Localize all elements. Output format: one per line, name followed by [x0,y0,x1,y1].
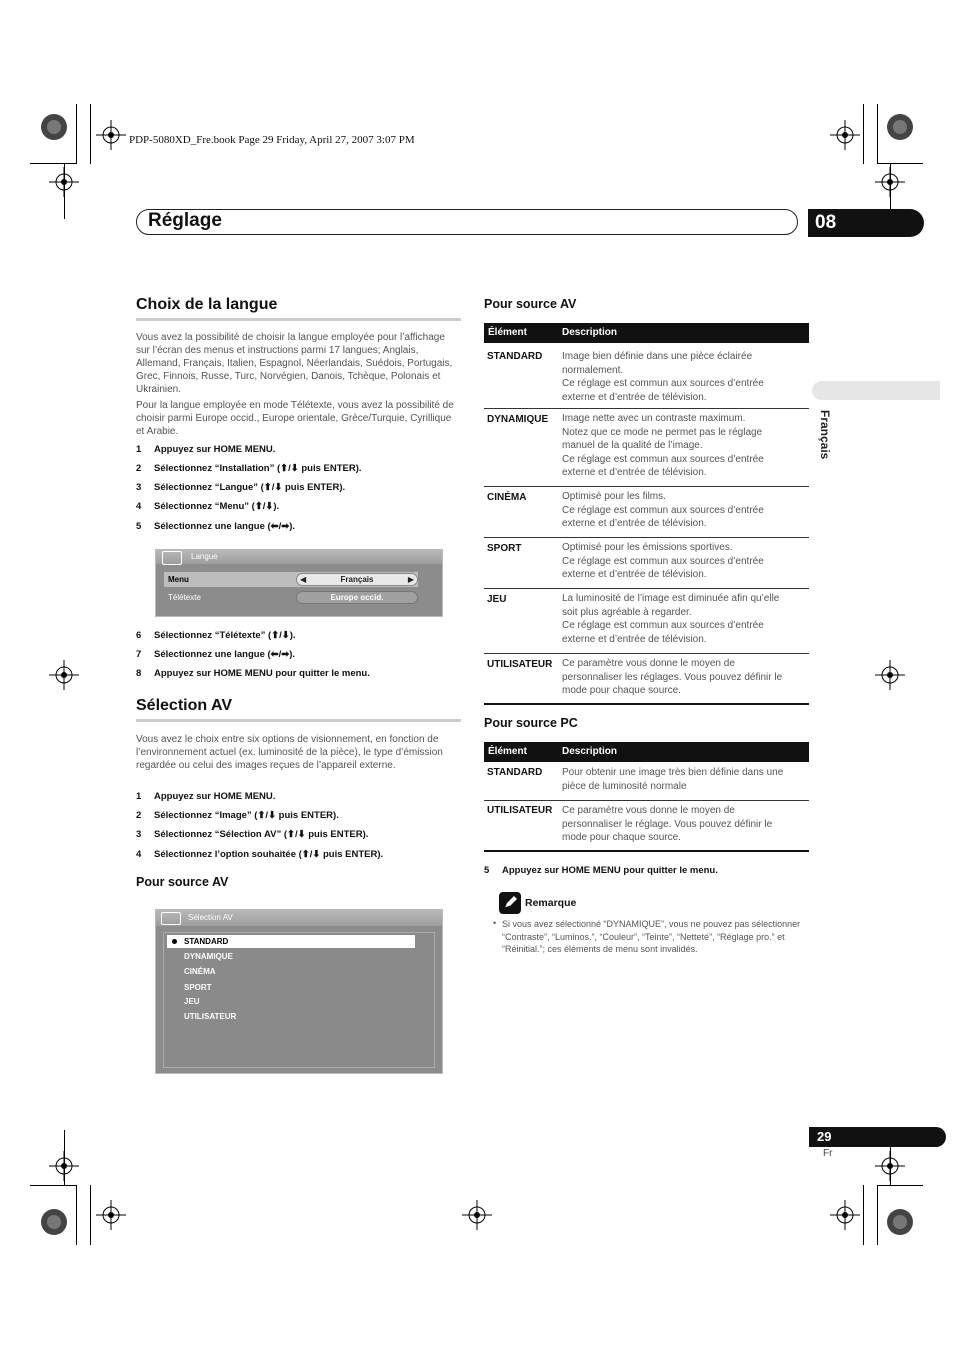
crop-mark [76,1185,77,1245]
desc-line: Pour obtenir une image très bien définie dans une [562,767,784,778]
chapter-badge: 08 [808,209,924,237]
osd-list-item[interactable]: CINÉMA [184,967,216,976]
crosshair-mark-icon [49,167,79,197]
osd-value-pill[interactable] [296,591,418,604]
osd-title: Sélection AV [188,913,233,922]
section-title-langue: Choix de la langue [136,296,278,313]
crop-mark [30,163,76,164]
row-key: CINÉMA [487,492,527,503]
osd-row-teletexte[interactable] [164,590,418,605]
step-number: 2 [136,810,142,821]
desc-line: externe et d’entrée de télévision. [562,391,707,403]
row-description [562,766,805,793]
column-header: Description [562,746,618,757]
crop-mark [877,104,878,164]
osd-row-menu[interactable] [164,572,418,587]
page-title: Réglage [148,210,222,231]
table-row [484,487,809,538]
osd-value: Europe occid. [330,593,384,602]
osd-selection-av-screen [155,909,443,1074]
desc-line: mode pour chaque source. [562,685,681,696]
note-pencil-icon [499,892,521,914]
row-description [562,412,805,480]
table-header [484,323,809,343]
table-end-rule [484,703,809,705]
desc-line: La luminosité de l’image est diminuée afin qu’elle [562,593,780,604]
row-description [562,804,805,845]
desc-line: externe et d’entrée de télévision. [562,633,707,645]
row-description [562,490,805,531]
tv-icon [162,551,182,565]
desc-line: Ce réglage est commun aux sources d’entrée [562,378,764,389]
av-settings-table [484,323,809,707]
arrow-left-icon[interactable]: ◀ [300,575,307,584]
step-text: Appuyez sur HOME MENU pour quitter le menu. [154,668,370,679]
note-title: Remarque [525,897,577,909]
desc-line: Ce paramètre vous donne le moyen de [562,805,735,816]
step-text: Sélectionnez “Télétexte” (⬆/⬇). [154,630,296,641]
osd-list-item[interactable]: SPORT [184,983,212,992]
step-text: Sélectionnez l’option souhaitée (⬆/⬇ puis ENTER). [154,849,384,860]
desc-line: Optimisé pour les émissions sportives. [562,542,733,553]
step-number: 1 [136,444,142,455]
desc-line: manuel de la qualité de l’image. [562,440,703,451]
side-tab [812,381,940,400]
registration-mark-icon [40,113,68,141]
desc-line: Ce réglage est commun aux sources d’entrée [562,453,764,465]
column-header: Élément [488,327,527,338]
desc-line: mode pour chaque source. [562,832,681,843]
step-number: 2 [136,463,142,474]
osd-list-label: STANDARD [184,937,229,946]
crosshair-mark-icon [49,1151,79,1181]
table-row [484,589,809,654]
table-row [484,801,809,851]
step-text: Appuyez sur HOME MENU. [154,791,276,802]
crop-mark [90,1185,91,1245]
osd-list-item[interactable]: JEU [184,997,200,1006]
row-key: STANDARD [487,767,543,778]
desc-line: Ce paramètre vous donne le moyen de [562,658,735,669]
step-number: 6 [136,630,142,641]
step-number: 4 [136,849,142,860]
desc-line: pièce de luminosité normale [562,780,687,792]
crop-mark [863,104,864,164]
step-text: Appuyez sur HOME MENU pour quitter le menu. [502,865,718,876]
arrow-right-icon[interactable]: ▶ [407,575,414,584]
row-description [562,657,805,698]
row-key: UTILISATEUR [487,805,553,816]
table-row [484,762,809,801]
table-end-rule [484,850,809,852]
subtitle-av-table: Pour source AV [484,297,577,311]
osd-list-item[interactable]: DYNAMIQUE [184,952,233,961]
registration-mark-icon [40,1208,68,1236]
desc-line: Ce réglage est commun aux sources d’entrée [562,620,764,631]
crosshair-mark-icon [830,120,860,150]
osd-row-label: Télétexte [168,593,201,602]
file-info: PDP-5080XD_Fre.book Page 29 Friday, April 27, 2007 3:07 PM [129,134,415,146]
desc-line: Ce réglage est commun aux sources d’entrée [562,504,764,516]
crop-mark [863,1185,864,1245]
step-number: 8 [136,668,142,679]
crosshair-mark-icon [96,1200,126,1230]
desc-line: Image bien définie dans une pièce éclairée [562,351,753,362]
row-description [562,592,805,646]
crop-mark [877,1185,923,1186]
table-row [484,654,809,704]
crosshair-mark-icon [49,660,79,690]
step-text: Sélectionnez “Sélection AV” (⬆/⬇ puis ENTER). [154,829,369,840]
step-text: Sélectionnez “Image” (⬆/⬇ puis ENTER). [154,810,339,821]
osd-list-item[interactable]: UTILISATEUR [184,1012,237,1021]
side-tab-language: Français [818,410,832,460]
column-header: Description [562,327,618,338]
note-text: Si vous avez sélectionné “DYNAMIQUE”, vous ne pouvez pas sélectionner “Contraste”, “Luminos.”, “Couleur”, “Teinte”, “Netteté”, “Réglage pro.” et “Réinitial.”; ces éléments de menu sont invalidés. [502,919,801,954]
header-bar [136,209,798,235]
step-number: 5 [136,521,142,532]
osd-list [163,932,435,1068]
section-rule [136,318,461,321]
osd-value: Français [340,575,374,584]
step-text: Sélectionnez une langue (⬅/➡). [154,649,296,660]
desc-line: Image nette avec un contraste maximum. [562,413,746,424]
desc-line: externe et d’entrée de télévision. [562,467,707,478]
table-row [484,538,809,589]
row-key: SPORT [487,543,522,554]
section-rule [136,719,461,722]
crosshair-mark-icon [875,167,905,197]
crop-mark [877,163,923,164]
osd-header [156,910,442,926]
step-number: 1 [136,791,142,802]
paragraph: Vous avez la possibilité de choisir la langue employée pour l’affichage sur l’écran des menus et instructions parmi 17 langues; Anglais, Allemand, Français, Italien, Espagnol, Néerlandais, Suédois, Portugais, Grec, Finnois, Russe, Turc, Norvégien, Danois, Tchèque, Polonais et Ukrainien. [136,332,453,395]
page-number: 29 [809,1127,946,1147]
crop-mark [30,1185,76,1186]
crop-mark [877,1185,878,1245]
desc-line: externe et d’entrée de télévision. [562,569,707,580]
desc-line: personnaliser les réglages. Vous pouvez définir le [562,671,783,683]
step-number: 5 [484,865,490,876]
step-text: Sélectionnez “Langue” (⬆/⬇ puis ENTER). [154,482,346,493]
osd-title: Langue [191,552,218,561]
desc-line: externe et d’entrée de télévision. [562,518,707,529]
crosshair-mark-icon [462,1200,492,1230]
page-language: Fr [823,1148,833,1159]
osd-list-item-selected[interactable] [167,935,415,948]
registration-mark-icon [886,1208,914,1236]
step-text: Sélectionnez une langue (⬅/➡). [154,521,296,532]
row-key: STANDARD [487,351,543,362]
crosshair-mark-icon [875,660,905,690]
step-number: 3 [136,482,142,493]
row-description [562,350,805,404]
row-key: UTILISATEUR [487,659,553,670]
desc-line: Notez que ce mode ne permet pas le réglage [562,426,763,438]
crosshair-mark-icon [875,1151,905,1181]
step-text: Sélectionnez “Installation” (⬆/⬇ puis ENTER). [154,463,362,474]
selected-dot-icon [172,939,177,944]
table-row [484,343,809,409]
tv-icon [161,912,181,925]
note-bullet: • [493,918,497,928]
step-text: Appuyez sur HOME MENU. [154,444,276,455]
paragraph: Pour la langue employée en mode Télétexte, vous avez la possibilité de choisir parmi Europe occid., Europe orientale, Grèce/Turquie, Cyrillique et Arabie. [136,400,454,437]
osd-header [156,550,442,564]
desc-line: Ce réglage est commun aux sources d’entrée [562,555,764,567]
pc-settings-table [484,742,809,854]
step-number: 7 [136,649,142,660]
paragraph: Vous avez le choix entre six options de visionnement, en fonction de l’environnement actuel (ex. luminosité de la pièce), le type d’émission regardée ou celui des images reçues de l’appareil externe. [136,734,443,771]
osd-langue-screen [155,549,443,617]
section-title-av: Sélection AV [136,697,233,714]
step-text: Sélectionnez “Menu” (⬆/⬇). [154,501,280,512]
registration-mark-icon [886,113,914,141]
row-description [562,541,805,582]
osd-row-label: Menu [168,575,189,584]
table-header [484,742,809,762]
step-number: 4 [136,501,142,512]
subtitle-pc-table: Pour source PC [484,716,578,730]
desc-line: Optimisé pour les films. [562,491,666,502]
osd-value-pill[interactable] [296,573,418,586]
desc-line: soit plus agréable à regarder. [562,606,692,618]
crosshair-mark-icon [830,1200,860,1230]
crop-mark [90,104,91,164]
step-number: 3 [136,829,142,840]
row-key: JEU [487,594,507,605]
desc-line: personnaliser le réglage. Vous pouvez définir le [562,818,773,830]
desc-line: normalement. [562,364,624,376]
crosshair-mark-icon [96,120,126,150]
table-row [484,409,809,487]
crop-mark [76,104,77,164]
row-key: DYNAMIQUE [487,414,549,425]
subtitle-pour-source-av: Pour source AV [136,875,229,889]
column-header: Élément [488,746,527,757]
